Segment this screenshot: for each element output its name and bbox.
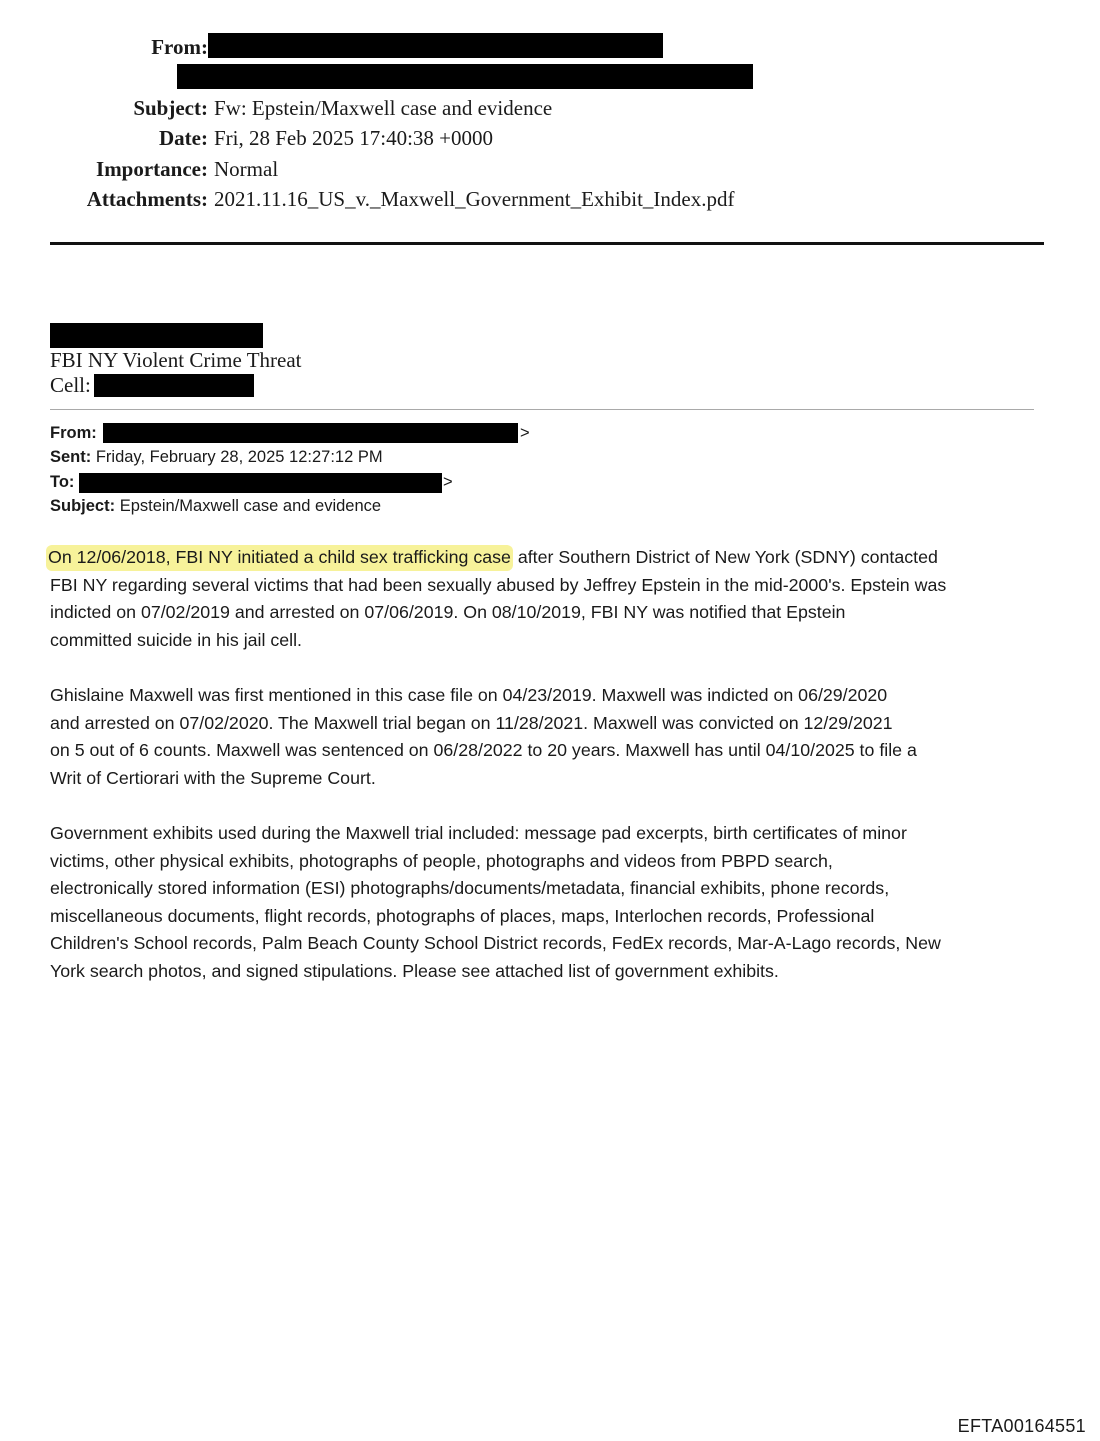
header-divider <box>50 242 1044 245</box>
orig-from-label: From: <box>50 424 97 442</box>
orig-to-row <box>50 471 74 493</box>
fwd-importance-value: Normal <box>214 157 279 181</box>
body-p1-line-1-rest: after Southern District of New York (SDNY) contacted <box>512 547 938 567</box>
body-p3-line-3: electronically stored information (ESI) photographs/documents/metadata, financial exhibits, phone records, <box>50 878 890 899</box>
body-paragraph-3 <box>50 820 1060 986</box>
fwd-date-value: Fri, 28 Feb 2025 17:40:38 +0000 <box>214 126 494 150</box>
document-id: EFTA00164551 <box>957 1416 1086 1436</box>
fwd-subject-value: Fw: Epstein/Maxwell case and evidence <box>214 96 553 120</box>
body-p2-line-1: Ghislaine Maxwell was first mentioned in this case file on 04/23/2019. Maxwell was indicted on 06/29/2020 <box>50 685 888 705</box>
fwd-importance-label: Importance: <box>96 157 208 181</box>
redaction-fwd-from <box>208 33 663 58</box>
body-p3-line-1: Government exhibits used during the Maxwell trial included: message pad excerpts, birth certificates of minor <box>50 823 907 843</box>
body-p3-line-4: miscellaneous documents, flight records, photographs of places, maps, Interlochen records, Professional <box>50 905 875 926</box>
body-p1-line-4: committed suicide in his jail cell. <box>50 629 302 650</box>
orig-to-label: To: <box>50 473 75 491</box>
orig-to-suffix: > <box>443 473 453 491</box>
body-p3-line-6: York search photos, and signed stipulations. Please see attached list of government exhibits. <box>50 960 779 981</box>
redaction-sender-name <box>50 323 263 348</box>
signature-unit: FBI NY Violent Crime Threat <box>50 348 302 372</box>
body-p3-line-5: Children's School records, Palm Beach County School District records, FedEx records, Mar-A-Lago records, New <box>50 933 941 954</box>
body-p1-line-3: indicted on 07/02/2019 and arrested on 07/06/2019. On 08/10/2019, FBI NY was notified that Epstein <box>50 602 846 623</box>
fwd-date-label: Date: <box>159 126 208 150</box>
signature-divider <box>50 409 1034 410</box>
body-p3-line-2: victims, other physical exhibits, photographs of people, photographs and videos from PBPD search, <box>50 850 833 871</box>
body-p1-line-1 <box>50 544 1060 572</box>
orig-subject-row <box>50 495 381 517</box>
body-p2-line-2: and arrested on 07/02/2020. The Maxwell trial began on 11/28/2021. Maxwell was convicted on 12/29/2021 <box>50 712 893 733</box>
redaction-orig-from <box>103 423 518 443</box>
orig-from-row <box>50 422 97 444</box>
orig-sent-row <box>50 446 383 468</box>
fwd-subject-label: Subject: <box>133 96 208 120</box>
fwd-attachment-link[interactable]: 2021.11.16_US_v._Maxwell_Government_Exhibit_Index.pdf <box>214 187 735 211</box>
orig-subject-label: Subject: <box>50 497 116 515</box>
redaction-orig-to <box>79 473 442 493</box>
fwd-from-label: From: <box>151 35 208 59</box>
orig-from-suffix: > <box>520 424 530 442</box>
redaction-fwd-from-2 <box>177 64 753 89</box>
fwd-attachments-label: Attachments: <box>86 187 208 211</box>
highlighted-text: On 12/06/2018, FBI NY initiated a child sex trafficking case <box>46 545 513 571</box>
body-paragraph-1 <box>50 544 1060 654</box>
redaction-cell-number <box>94 374 254 397</box>
body-p2-line-4: Writ of Certiorari with the Supreme Court. <box>50 767 376 788</box>
body-p1-line-2: FBI NY regarding several victims that had been sexually abused by Jeffrey Epstein in the mid-2000's. Epstein was <box>50 574 947 595</box>
body-paragraph-2 <box>50 682 1060 792</box>
body-p2-line-3: on 5 out of 6 counts. Maxwell was sentenced on 06/28/2022 to 20 years. Maxwell has until 04/10/2025 to file a <box>50 740 917 761</box>
orig-sent-value: Friday, February 28, 2025 12:27:12 PM <box>95 448 383 466</box>
orig-sent-label: Sent: <box>50 448 92 466</box>
orig-subject-value: Epstein/Maxwell case and evidence <box>119 497 382 515</box>
signature-cell-label: Cell: <box>50 373 91 397</box>
